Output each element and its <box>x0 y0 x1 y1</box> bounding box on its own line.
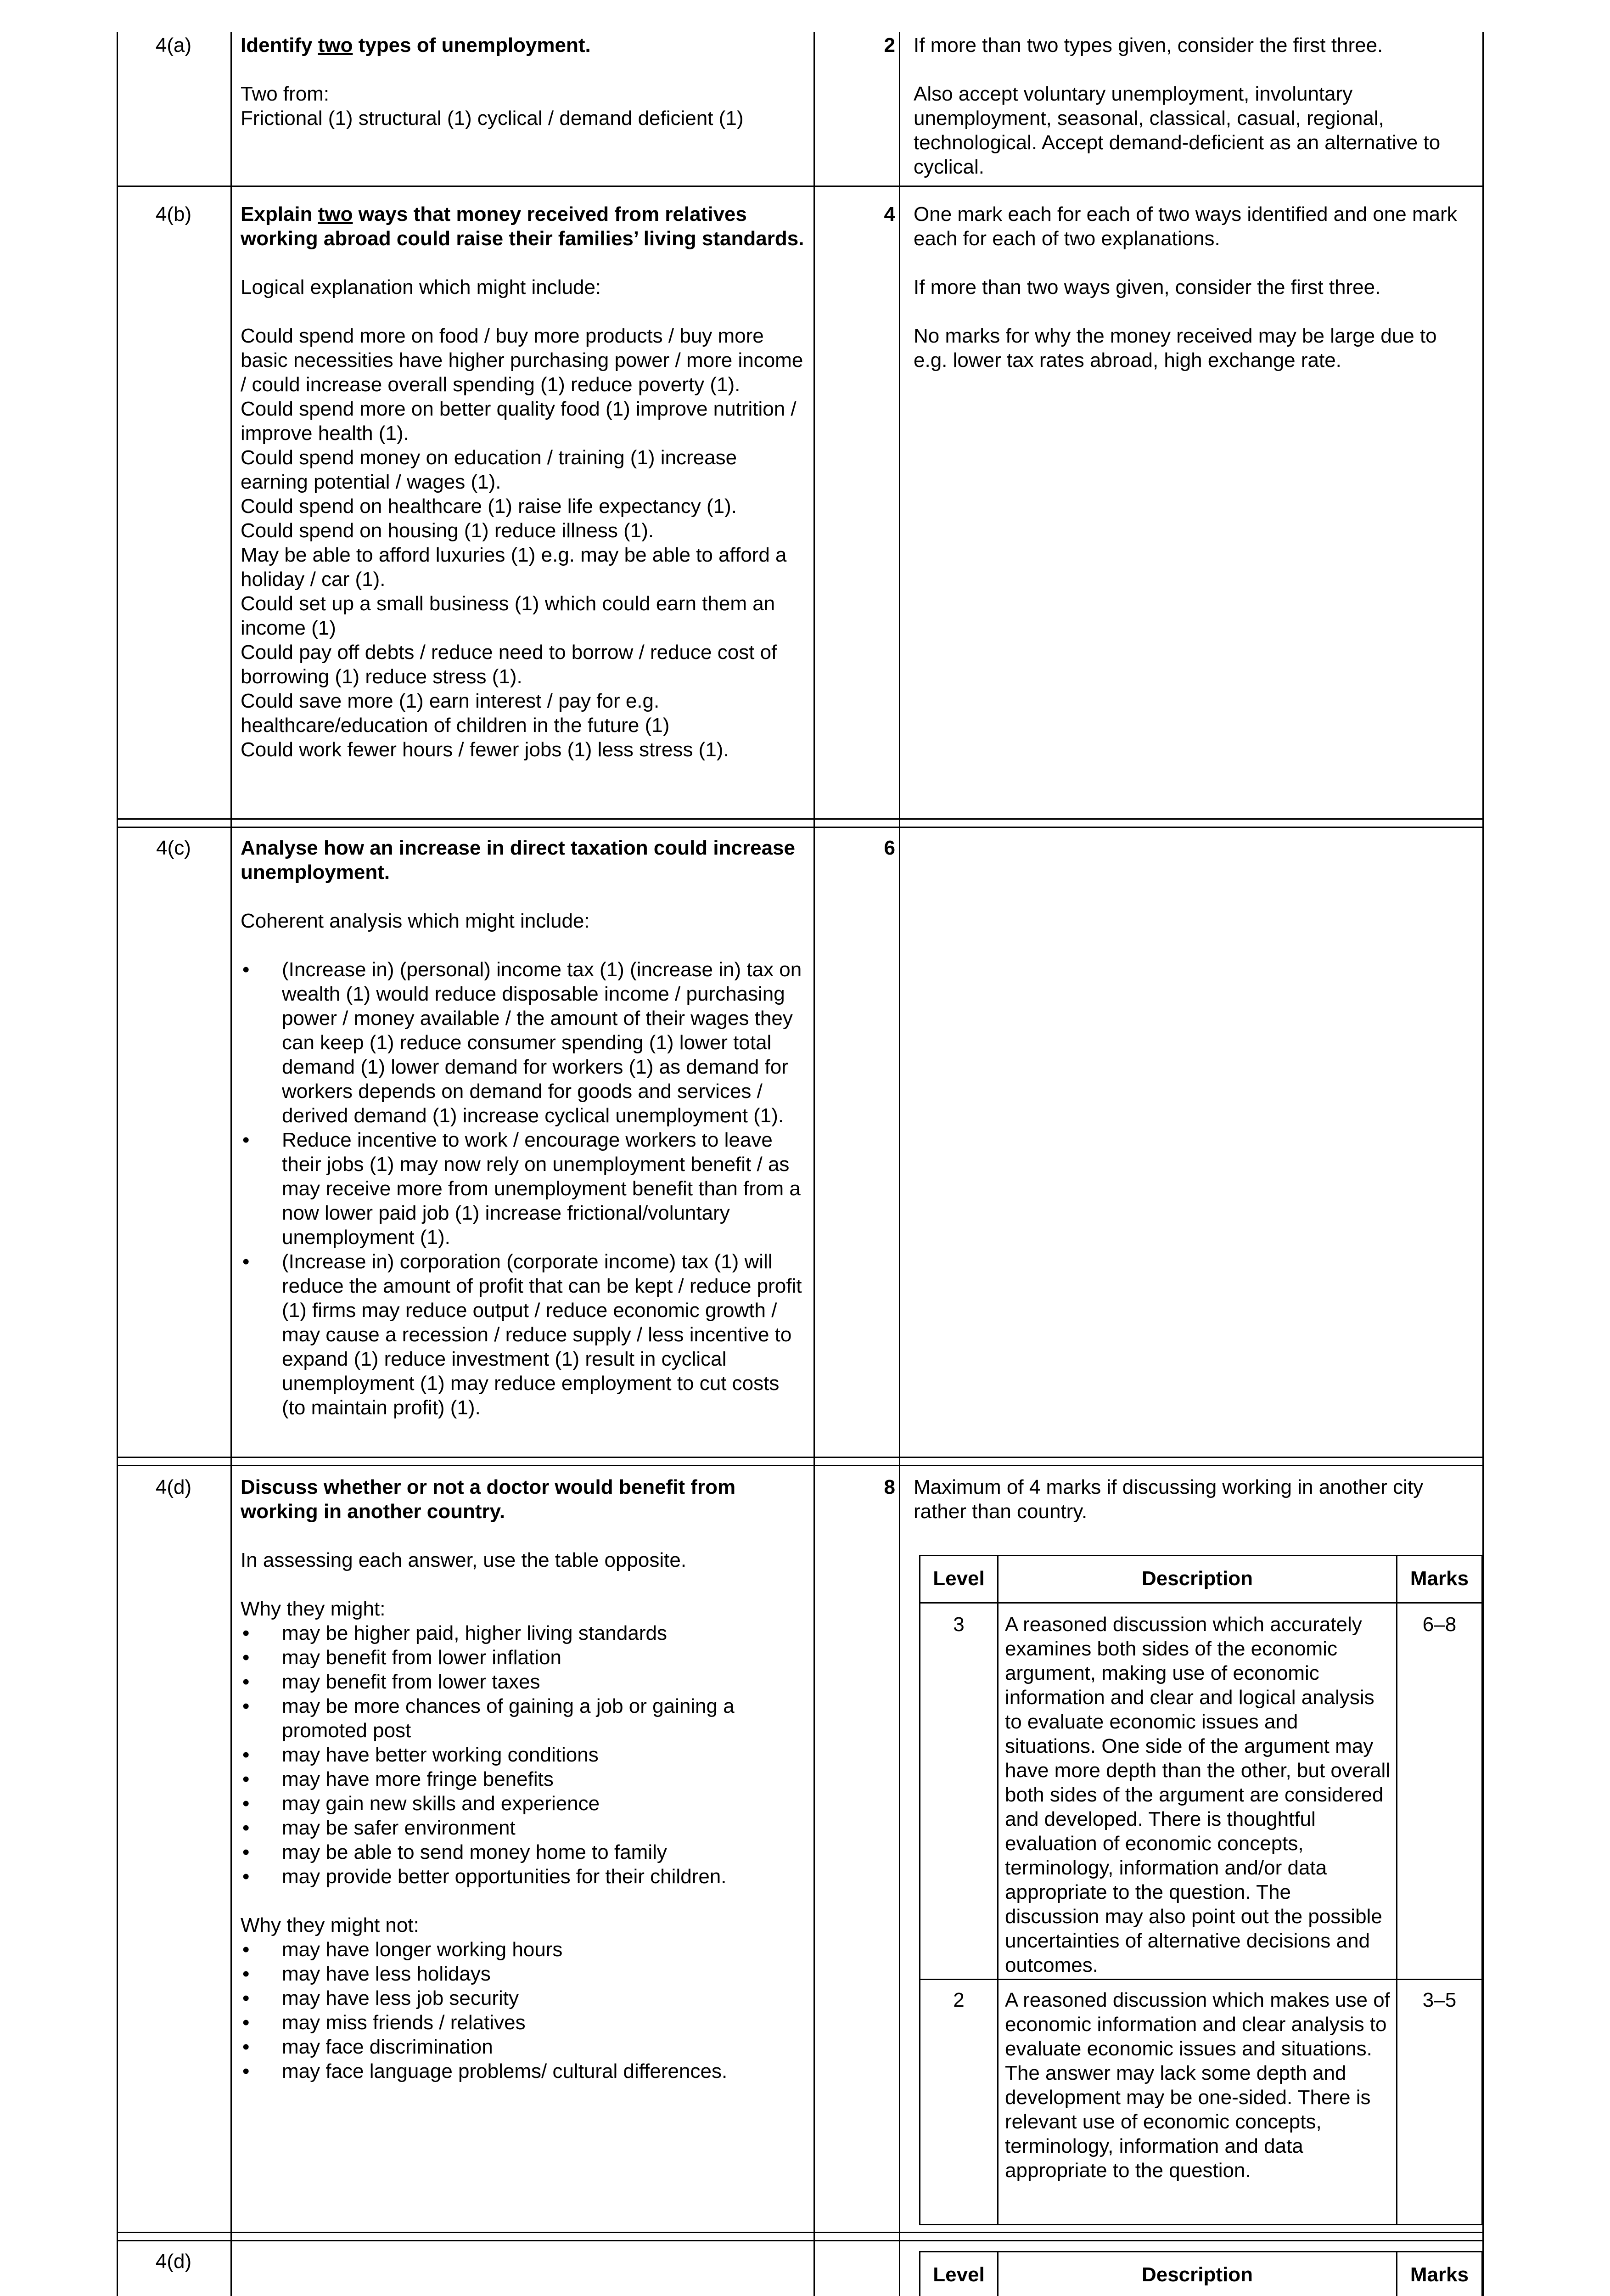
question-number: 4(d) <box>155 1476 192 1498</box>
level-description: A reasoned discussion which accurately examines both sides of the economic argument, making use of economic information and clear and logical analysis to evaluate economic issues and situations. One side of the argument may have more depth than the other, but overall both sides of the argument are considered and developed. There is thoughtful evaluation of economic concepts, terminology, information and/or data appropriate to the question. The discussion may also point out the possible uncertainties of alternative decisions and outcomes. <box>1005 1613 1391 1976</box>
answer-cell <box>241 836 805 1420</box>
answer-bullet-list <box>241 957 805 1420</box>
answer-intro: In assessing each answer, use the table opposite. <box>241 1549 687 1571</box>
list-item: • Reduce incentive to work / encourage workers to leave their jobs (1) may now rely on unemployment benefit / as may receive more from unemployment benefit than from a now lower paid job (1) increase frictional/voluntary unemployment (1). <box>241 1128 805 1249</box>
list-item: • may have more fringe benefits <box>241 1767 805 1791</box>
list-item: • (Increase in) corporation (corporate income) tax (1) will reduce the amount of profit that can be kept / reduce profit (1) firms may reduce output / reduce economic growth / may cause a recession / reduce supply / less incentive to expand (1) reduce investment (1) result in cyclical unemployment (1) may reduce employment to cut costs (to maintain profit) (1). <box>241 1249 805 1420</box>
column-header: Marks <box>1410 1567 1469 1590</box>
question-number: 4(b) <box>155 203 192 225</box>
list-item: • may benefit from lower inflation <box>241 1645 805 1670</box>
answer-line: Could spend more on food / buy more products / buy more basic necessities have higher purchasing power / more income / could increase overall spending (1) reduce poverty (1). <box>241 325 803 396</box>
level-marks: 3–5 <box>1422 1989 1457 2011</box>
answer-line: Could spend on housing (1) reduce illness (1). <box>241 519 654 542</box>
level-value: 3 <box>953 1613 965 1636</box>
row-divider <box>117 1465 1484 1466</box>
table-divider <box>920 1602 1481 1604</box>
marks-value: 8 <box>884 1476 895 1498</box>
question-text: Discuss whether or not a doctor would benefit from working in another country. <box>241 1476 736 1523</box>
question-number: 4(d) <box>155 2250 192 2273</box>
column-header: Level <box>933 2263 985 2286</box>
list-item: • may provide better opportunities for their children. <box>241 1864 805 1889</box>
list-item: • may gain new skills and experience <box>241 1791 805 1816</box>
table-divider <box>997 1556 999 2224</box>
list-item: • may face discrimination <box>241 2035 805 2059</box>
list-item: • may have better working conditions <box>241 1743 805 1767</box>
answer-line: Could pay off debts / reduce need to borrow / reduce cost of borrowing (1) reduce stress (1). <box>241 641 777 688</box>
answer-cell <box>241 33 805 130</box>
column-divider <box>230 32 232 2296</box>
list-item: • may miss friends / relatives <box>241 2010 805 2035</box>
table-divider <box>1396 1556 1397 2224</box>
column-header: Description <box>1141 1567 1253 1590</box>
levels-table <box>919 2251 1483 2296</box>
guidance-cell <box>914 202 1474 372</box>
row-divider <box>117 2240 1484 2241</box>
list-heading: Why they might not: <box>241 1914 419 1936</box>
guidance-cell <box>914 33 1474 179</box>
answer-line: Could spend more on better quality food (1) improve nutrition / improve health (1). <box>241 398 797 445</box>
answer-line: Frictional (1) structural (1) cyclical / demand deficient (1) <box>241 107 744 129</box>
answer-bullet-list <box>241 1937 805 2083</box>
guidance-text: One mark each for each of two ways identified and one mark each for each of two explanations. <box>914 203 1457 250</box>
table-divider <box>920 1979 1481 1980</box>
question-text: Identify two types of unemployment. <box>241 34 591 56</box>
marks-value: 2 <box>884 34 895 56</box>
list-heading: Why they might: <box>241 1598 386 1620</box>
level-marks: 6–8 <box>1422 1613 1457 1636</box>
question-text: Analyse how an increase in direct taxation could increase unemployment. <box>241 837 795 884</box>
row-divider <box>117 818 1484 820</box>
guidance-text: If more than two types given, consider the first three. <box>914 34 1383 56</box>
guidance-text: Maximum of 4 marks if discussing working in another city rather than country. <box>914 1476 1424 1523</box>
row-divider <box>117 827 1484 828</box>
marks-value: 4 <box>884 203 895 225</box>
list-item: • may be higher paid, higher living standards <box>241 1621 805 1645</box>
answer-line: Could spend money on education / training (1) increase earning potential / wages (1). <box>241 446 737 493</box>
guidance-text: If more than two ways given, consider the first three. <box>914 276 1381 298</box>
list-item: • may face language problems/ cultural differences. <box>241 2059 805 2083</box>
answer-line: Could save more (1) earn interest / pay for e.g. healthcare/education of children in the future (1) <box>241 690 670 737</box>
marks-value: 6 <box>884 837 895 859</box>
list-item: • (Increase in) (personal) income tax (1) (increase in) tax on wealth (1) would reduce disposable income / purchasing power / money available / the amount of their wages they can keep (1) reduce consumer spending (1) lower total demand (1) lower demand for workers (1) as demand for workers depends on demand for goods and services / derived demand (1) increase cyclical unemployment (1). <box>241 957 805 1128</box>
answer-line: May be able to afford luxuries (1) e.g. may be able to afford a holiday / car (1). <box>241 544 787 591</box>
list-item: • may be safer environment <box>241 1816 805 1840</box>
guidance-cell <box>914 1475 1474 1524</box>
column-divider <box>899 32 900 2296</box>
answer-line: Could set up a small business (1) which could earn them an income (1) <box>241 592 775 639</box>
question-text: Explain two ways that money received from relatives working abroad could raise their families’ living standards. <box>241 203 804 250</box>
answer-cell <box>241 1475 805 2083</box>
row-divider <box>117 1457 1484 1458</box>
list-item: • may be able to send money home to family <box>241 1840 805 1864</box>
answer-line: Two from: <box>241 83 330 105</box>
column-header: Level <box>933 1567 985 1590</box>
answer-cell <box>241 202 805 762</box>
column-divider <box>813 32 815 2296</box>
guidance-text: No marks for why the money received may be large due to e.g. lower tax rates abroad, high exchange rate. <box>914 325 1437 371</box>
guidance-text: Also accept voluntary unemployment, involuntary unemployment, seasonal, classical, casual, regional, technological. Accept demand-deficient as an alternative to cyclical. <box>914 83 1441 178</box>
answer-intro: Logical explanation which might include: <box>241 276 601 298</box>
answer-line: Could spend on healthcare (1) raise life expectancy (1). <box>241 495 737 518</box>
row-divider <box>117 2232 1484 2233</box>
level-description: A reasoned discussion which makes use of economic information and clear analysis to evaluate economic issues and situations. The answer may lack some depth and development may be one-sided. There is relevant use of economic concepts, terminology, information and data appropriate to the question. <box>1005 1989 1390 2182</box>
question-number: 4(a) <box>155 34 192 56</box>
list-item: • may have longer working hours <box>241 1937 805 1962</box>
answer-intro: Coherent analysis which might include: <box>241 910 590 932</box>
table-border-left <box>117 32 118 2296</box>
column-header: Marks <box>1410 2263 1469 2286</box>
column-header: Description <box>1141 2263 1253 2286</box>
list-item: • may be more chances of gaining a job or gaining a promoted post <box>241 1694 805 1743</box>
answer-bullet-list <box>241 1621 805 1889</box>
level-value: 2 <box>953 1989 965 2011</box>
list-item: • may benefit from lower taxes <box>241 1670 805 1694</box>
list-item: • may have less holidays <box>241 1962 805 1986</box>
row-divider <box>117 186 1484 187</box>
question-number: 4(c) <box>156 837 191 859</box>
answer-line: Could work fewer hours / fewer jobs (1) less stress (1). <box>241 738 729 761</box>
list-item: • may have less job security <box>241 1986 805 2010</box>
levels-table <box>919 1555 1483 2225</box>
